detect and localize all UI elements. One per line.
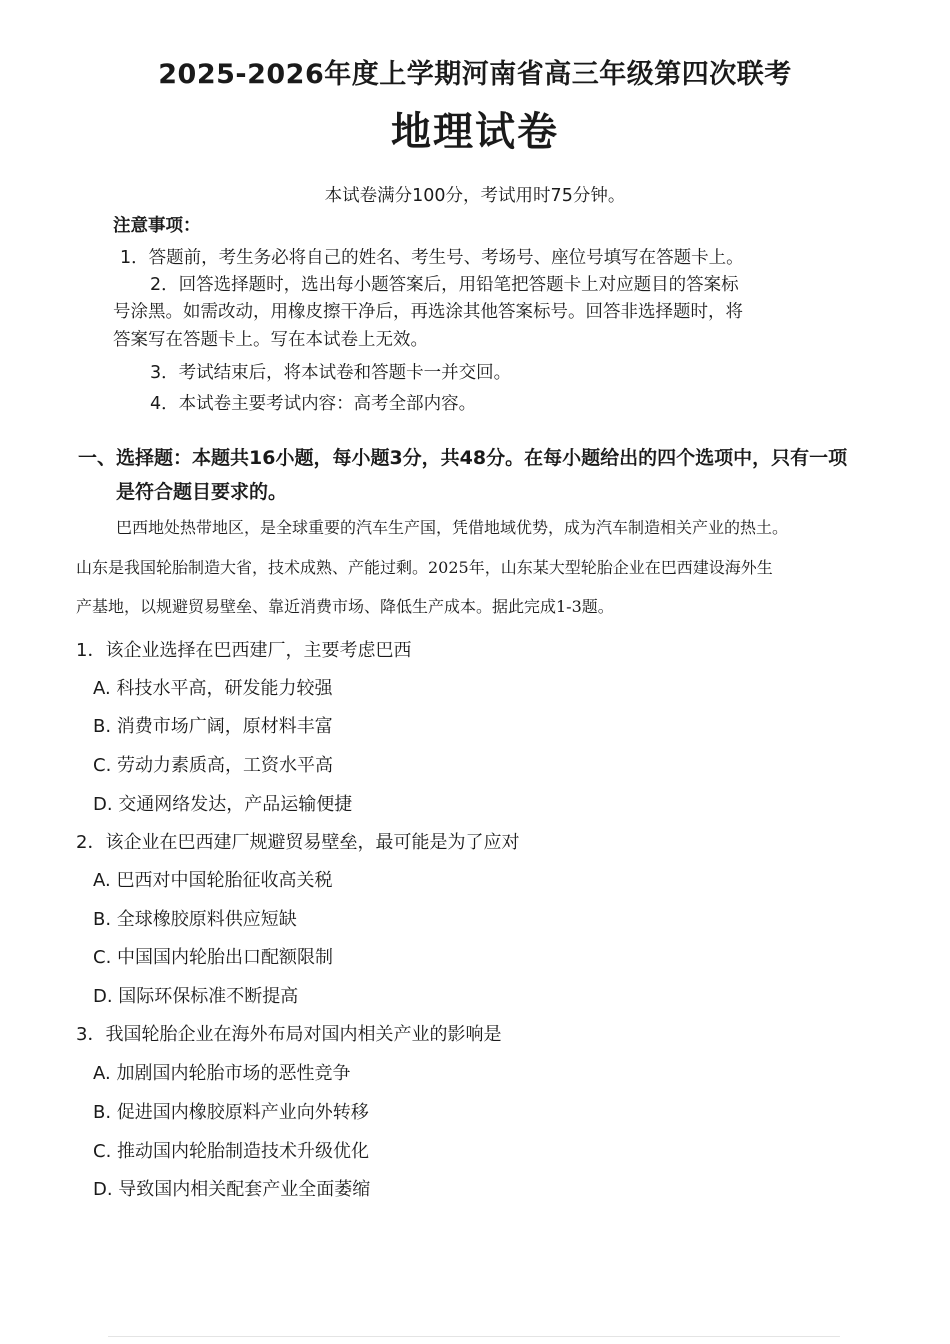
material-line: 产基地，以规避贸易壁垒、靠近消费市场、降低生产成本。据此完成1-3题。 — [76, 597, 614, 616]
section-heading: 一、选择题：本题共16小题，每小题3分，共48分。在每小题给出的四个选项中，只有一项 — [78, 447, 848, 469]
subject-title: 地理试卷 — [391, 109, 559, 155]
answer-option: D. 导致国内相关配套产业全面萎缩 — [93, 1179, 371, 1200]
page-edge-divider — [108, 1336, 840, 1337]
exam-info: 本试卷满分100分，考试用时75分钟。 — [324, 186, 626, 206]
answer-option: B. 消费市场广阔，原材料丰富 — [93, 716, 333, 737]
answer-option: D. 国际环保标准不断提高 — [93, 986, 299, 1007]
notice-line: 2．回答选择题时，选出每小题答案后，用铅笔把答题卡上对应题目的答案标 — [150, 275, 739, 295]
question-stem: 1．该企业选择在巴西建厂，主要考虑巴西 — [76, 640, 412, 661]
answer-option: B. 全球橡胶原料供应短缺 — [93, 909, 297, 930]
answer-option: A. 巴西对中国轮胎征收高关税 — [93, 870, 333, 891]
exam-title: 2025-2026年度上学期河南省高三年级第四次联考 — [158, 59, 792, 90]
notice-line: 1．答题前，考生务必将自己的姓名、考生号、考场号、座位号填写在答题卡上。 — [120, 248, 744, 268]
section-heading-continued: 是符合题目要求的。 — [116, 481, 288, 503]
answer-option: D. 交通网络发达，产品运输便捷 — [93, 794, 353, 815]
material-line: 山东是我国轮胎制造大省，技术成熟、产能过剩。2025年，山东某大型轮胎企业在巴西建设海外生 — [76, 558, 773, 577]
answer-option: A. 加剧国内轮胎市场的恶性竞争 — [93, 1063, 351, 1084]
material-line: 巴西地处热带地区，是全球重要的汽车生产国，凭借地域优势，成为汽车制造相关产业的热土。 — [116, 518, 789, 537]
question-stem: 3．我国轮胎企业在海外布局对国内相关产业的影响是 — [76, 1024, 502, 1045]
notice-heading: 注意事项： — [113, 216, 201, 236]
notice-line: 3．考试结束后，将本试卷和答题卡一并交回。 — [150, 363, 512, 383]
notice-line: 4．本试卷主要考试内容：高考全部内容。 — [150, 394, 477, 414]
notice-line: 号涂黑。如需改动，用橡皮擦干净后，再选涂其他答案标号。回答非选择题时，将 — [113, 302, 743, 322]
answer-option: C. 中国国内轮胎出口配额限制 — [93, 947, 334, 968]
notice-line: 答案写在答题卡上。写在本试卷上无效。 — [113, 330, 428, 350]
answer-option: A. 科技水平高，研发能力较强 — [93, 678, 333, 699]
question-stem: 2．该企业在巴西建厂规避贸易壁垒，最可能是为了应对 — [76, 832, 520, 853]
answer-option: C. 推动国内轮胎制造技术升级优化 — [93, 1141, 370, 1162]
answer-option: B. 促进国内橡胶原料产业向外转移 — [93, 1102, 369, 1123]
answer-option: C. 劳动力素质高，工资水平高 — [93, 755, 334, 776]
